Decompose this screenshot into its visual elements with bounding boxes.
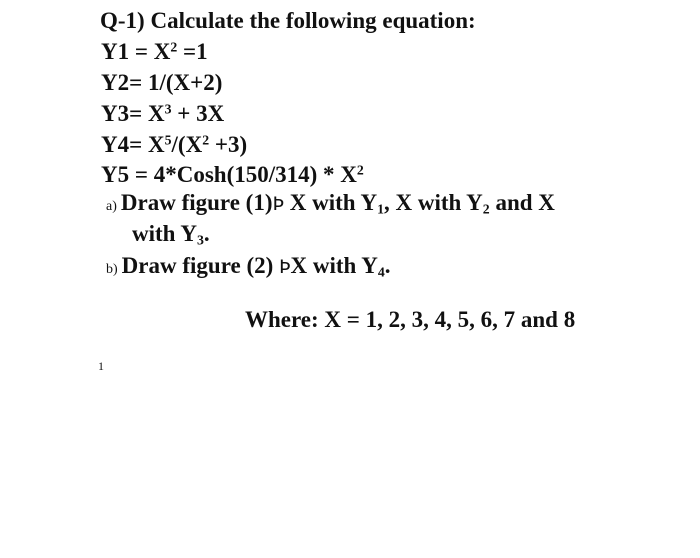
equation-y3-sep: = [129, 101, 148, 126]
equation-y4-lhs: Y4 [101, 132, 130, 157]
equation-y4-rest: +3) [209, 132, 248, 157]
part-a-text-2: X with Y [283, 190, 378, 215]
part-a-text-4: and X [489, 190, 555, 215]
arrow-icon: Þ [272, 193, 284, 215]
question-title: Q-1) Calculate the following equation: [100, 8, 476, 33]
equation-y3-rest: + 3X [171, 101, 225, 126]
equation-y1-lhs: Y1 [101, 39, 130, 64]
part-a-sub-2: 2 [482, 201, 490, 217]
part-a-line-2 [132, 220, 210, 248]
equation-y1 [101, 38, 208, 66]
equation-y5-exponent: 2 [356, 162, 364, 178]
part-a-sub-1: 1 [377, 201, 384, 217]
equation-y3-lhs: Y3 [101, 101, 130, 126]
part-b-text-3: . [384, 253, 391, 278]
equation-y1-rest: =1 [177, 39, 208, 64]
equation-y5-base: 4*Cosh(150/314) * X [153, 162, 357, 187]
equation-y3-base: X [147, 101, 165, 126]
equation-y4-base: X [147, 132, 165, 157]
equation-y4 [101, 131, 247, 159]
equation-y5 [101, 161, 364, 189]
equation-y2-sep: = [129, 70, 148, 95]
part-a-cont-2: . [203, 221, 210, 246]
equation-y1-sep: = [129, 39, 154, 64]
equation-y1-exponent: 2 [170, 39, 178, 55]
equation-y4-exponent: 5 [164, 132, 172, 148]
part-b-sub-1: 4 [377, 264, 385, 280]
part-a-sub-3: 3 [196, 232, 204, 248]
equation-y2-body: 1/(X+2) [147, 70, 223, 95]
equation-y5-sep: = [129, 162, 154, 187]
equation-y4-sep: = [129, 132, 148, 157]
equation-y2 [101, 69, 222, 97]
part-a-text-1: Draw figure (1) [120, 190, 273, 215]
equation-y3 [101, 100, 224, 128]
equation-y1-base: X [153, 39, 171, 64]
part-a-cont-1: with Y [132, 221, 197, 246]
arrow-icon: Þ [279, 256, 291, 278]
equation-y5-lhs: Y5 [101, 162, 130, 187]
part-b-line [106, 252, 391, 284]
page-number: 1 [98, 359, 104, 373]
part-b-text-1: Draw figure (2) [121, 253, 280, 278]
equation-y2-lhs: Y2 [101, 70, 130, 95]
part-a-text-3: , X with Y [383, 190, 483, 215]
equation-y3-exponent: 3 [164, 101, 172, 117]
part-b-marker: b) [106, 262, 118, 277]
part-a-marker: a) [106, 199, 117, 214]
equation-y4-mid: /(X [171, 132, 203, 157]
equation-y4-exponent-2: 2 [202, 132, 210, 148]
part-b-text-2: X with Y [290, 253, 378, 278]
where-statement: Where: X = 1, 2, 3, 4, 5, 6, 7 and 8 [245, 307, 576, 332]
part-a-line-1 [106, 189, 555, 221]
